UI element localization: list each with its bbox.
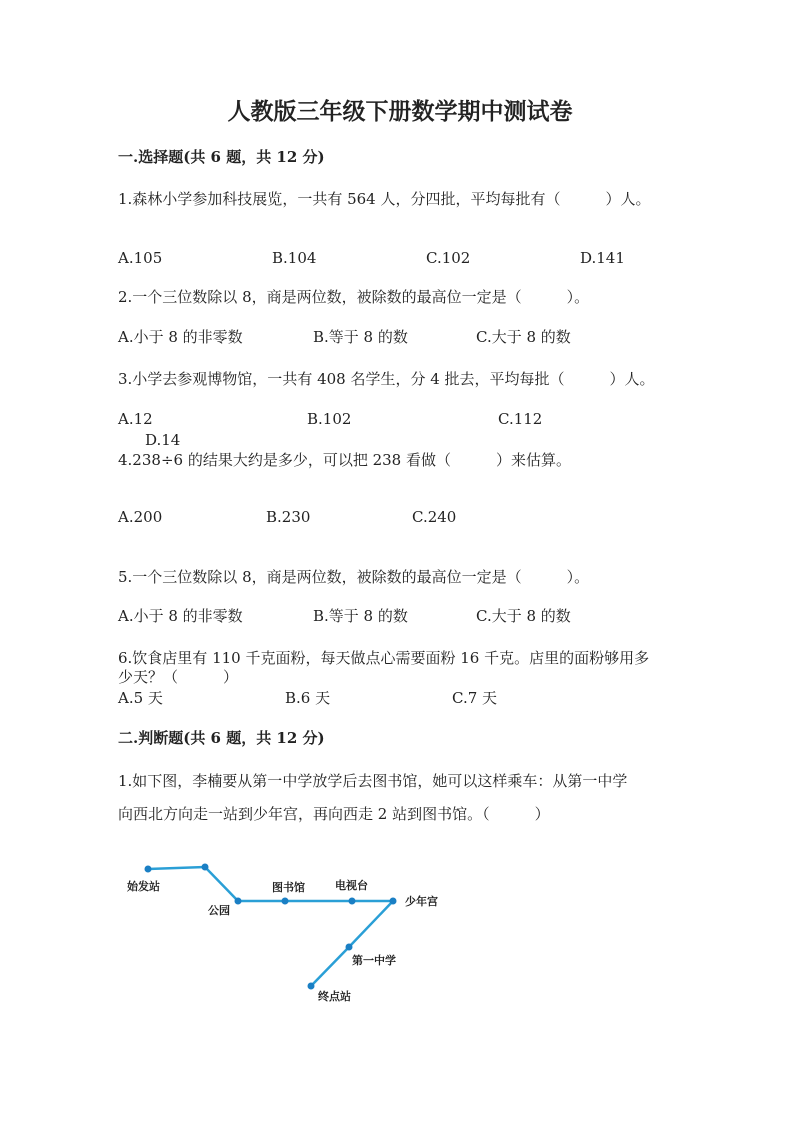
question-5: 5.一个三位数除以 8，商是两位数，被除数的最高位一定是（ ）。	[118, 568, 590, 586]
q2-option-b: B.等于 8 的数	[313, 328, 408, 346]
question-1: 1.森林小学参加科技展览，一共有 564 人，分四批，平均每批有（ ）人。	[118, 190, 651, 208]
q6-option-a: A.5 天	[118, 689, 163, 707]
question-2: 2.一个三位数除以 8，商是两位数，被除数的最高位一定是（ ）。	[118, 288, 590, 306]
q4-option-c: C.240	[412, 508, 457, 526]
q1-option-a: A.105	[118, 249, 163, 267]
station-dot-park	[235, 898, 242, 905]
section1-heading: 一.选择题(共 6 题，共 12 分)	[118, 148, 325, 166]
station-dot-youth-palace	[390, 898, 397, 905]
judgment-1-line2: 向西北方向走一站到少年宫，再向西走 2 站到图书馆。（ ）	[118, 805, 550, 823]
station-label-youth-palace: 少年宫	[405, 895, 438, 908]
q2-option-a: A.小于 8 的非零数	[118, 328, 243, 346]
judgment-1-line1: 1.如下图，李楠要从第一中学放学后去图书馆，她可以这样乘车：从第一中学	[118, 772, 628, 790]
station-dot-start	[145, 866, 152, 873]
station-label-library: 图书馆	[272, 881, 305, 894]
question-6-line2: 少天？（ ）	[118, 668, 239, 686]
question-3: 3.小学去参观博物馆，一共有 408 名学生，分 4 批去，平均每批（ ）人。	[118, 370, 655, 388]
question-6-line1: 6.饮食店里有 110 千克面粉，每天做点心需要面粉 16 千克。店里的面粉够用多	[118, 649, 650, 667]
q4-option-b: B.230	[266, 508, 311, 526]
station-dot-school	[346, 944, 353, 951]
station-dot-turn	[202, 864, 209, 871]
station-label-end: 终点站	[318, 990, 351, 1003]
question-4: 4.238÷6 的结果大约是多少，可以把 238 看做（ ）来估算。	[118, 451, 571, 469]
station-dot-library	[282, 898, 289, 905]
station-label-park: 公园	[208, 904, 230, 917]
q3-option-c: C.112	[498, 410, 543, 428]
q6-option-c: C.7 天	[452, 689, 498, 707]
station-dot-end	[308, 983, 315, 990]
q5-option-a: A.小于 8 的非零数	[118, 607, 243, 625]
q2-option-c: C.大于 8 的数	[476, 328, 571, 346]
section2-heading: 二.判断题(共 6 题，共 12 分)	[118, 729, 325, 747]
q1-option-d: D.141	[580, 249, 625, 267]
q3-option-a: A.12	[118, 410, 153, 428]
q1-option-b: B.104	[272, 249, 317, 267]
q4-option-a: A.200	[118, 508, 163, 526]
station-label-start: 始发站	[127, 880, 160, 893]
station-label-school: 第一中学	[352, 954, 396, 967]
q5-option-b: B.等于 8 的数	[313, 607, 408, 625]
q3-option-b: B.102	[307, 410, 352, 428]
q3-option-d: D.14	[145, 431, 181, 449]
q6-option-b: B.6 天	[285, 689, 331, 707]
route-line-lower	[311, 901, 393, 986]
page-title: 人教版三年级下册数学期中测试卷	[227, 98, 573, 125]
q1-option-c: C.102	[426, 249, 471, 267]
station-label-tv: 电视台	[335, 879, 368, 892]
q5-option-c: C.大于 8 的数	[476, 607, 571, 625]
station-dot-tv	[349, 898, 356, 905]
